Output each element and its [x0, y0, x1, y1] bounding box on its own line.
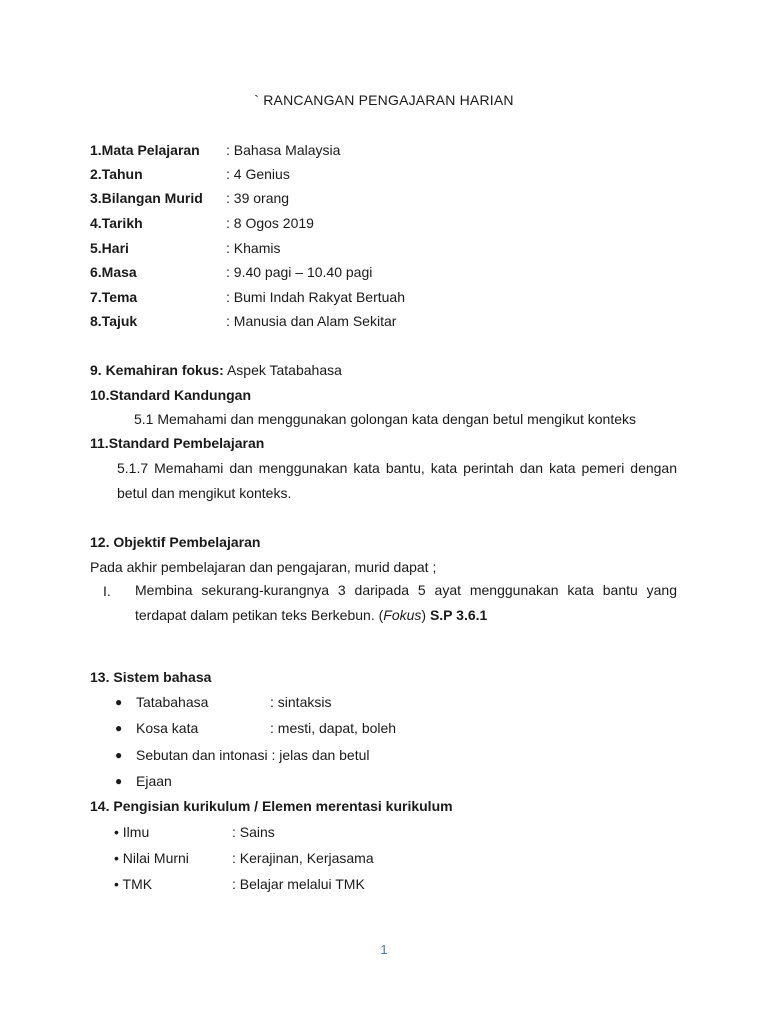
objektif-item-text	[135, 578, 677, 627]
sistem-value: : mesti, dapat, boleh	[270, 720, 397, 736]
page-title: ` RANCANGAN PENGAJARAN HARIAN	[254, 92, 514, 108]
sistem-value: : sintaksis	[270, 694, 332, 710]
pengisian-value: : Sains	[232, 824, 275, 840]
info-label: 5.Hari	[90, 240, 129, 256]
info-label: 8.Tajuk	[90, 313, 138, 329]
info-label: 1.Mata Pelajaran	[90, 142, 200, 158]
objektif-heading: 12. Objektif Pembelajaran	[90, 534, 261, 550]
pengisian-value: : Kerajinan, Kerjasama	[232, 850, 374, 866]
pengisian-label: • Nilai Murni	[114, 850, 189, 866]
bullet-icon: ●	[115, 774, 123, 788]
info-label: 6.Masa	[90, 264, 137, 280]
bullet-icon: ●	[115, 748, 123, 762]
sistem-bahasa-heading: 13. Sistem bahasa	[90, 669, 212, 685]
objektif-text-part: Membina sekurang-kurangnya 3 daripada 5 ayat menggunakan kata bantu yang terdapat dalam petikan teks Berkebun. (	[135, 582, 677, 623]
kemahiran-fokus	[90, 360, 342, 380]
pengisian-label: • Ilmu	[114, 824, 150, 840]
info-value: : Khamis	[226, 240, 281, 256]
list-item	[114, 848, 374, 868]
pengisian-value: : Belajar melalui TMK	[232, 876, 365, 892]
standard-pembelajaran-heading: 11.Standard Pembelajaran	[90, 435, 265, 451]
kemahiran-label: 9. Kemahiran fokus:	[90, 362, 224, 378]
info-value: : Bahasa Malaysia	[226, 142, 341, 158]
objektif-italic: Fokus	[383, 606, 422, 623]
list-item	[114, 874, 365, 894]
objektif-item-marker: I.	[103, 583, 111, 599]
sistem-label: Kosa kata	[136, 720, 199, 736]
page-number: 1	[380, 942, 388, 957]
standard-kandungan-heading: 10.Standard Kandungan	[90, 387, 252, 403]
info-label: 7.Tema	[90, 289, 138, 305]
info-label: 3.Bilangan Murid	[90, 190, 203, 206]
info-value: : 9.40 pagi – 10.40 pagi	[226, 264, 373, 280]
objektif-text-part: )	[421, 606, 430, 623]
kemahiran-value: Aspek Tatabahasa	[223, 362, 342, 378]
bullet-icon: ●	[115, 721, 123, 735]
pengisian-label: • TMK	[114, 876, 153, 892]
info-label: 4.Tarikh	[90, 215, 143, 231]
info-value: : Bumi Indah Rakyat Bertuah	[226, 289, 405, 305]
sistem-label: Ejaan	[136, 773, 172, 789]
info-value: : 8 Ogos 2019	[226, 215, 314, 231]
sistem-label: Tatabahasa	[136, 694, 209, 710]
pengisian-heading: 14. Pengisian kurikulum / Elemen merentasi kurikulum	[90, 798, 453, 814]
info-value: : 4 Genius	[226, 166, 290, 182]
info-value: : Manusia dan Alam Sekitar	[226, 313, 397, 329]
list-item	[114, 822, 275, 842]
standard-pembelajaran-text: 5.1.7 Memahami dan menggunakan kata bantu, kata perintah dan kata pemeri dengan betul dan mengikut konteks.	[117, 460, 677, 501]
info-label: 2.Tahun	[90, 166, 143, 182]
info-value: : 39 orang	[226, 190, 290, 206]
sistem-label: Sebutan dan intonasi : jelas dan betul	[136, 747, 370, 763]
standard-kandungan-text: 5.1 Memahami dan menggunakan golongan kata dengan betul mengikut konteks	[134, 411, 637, 427]
bullet-icon: ●	[115, 695, 123, 709]
objektif-sp-code: S.P 3.6.1	[429, 606, 488, 623]
objektif-intro: Pada akhir pembelajaran dan pengajaran, murid dapat ;	[90, 559, 437, 575]
